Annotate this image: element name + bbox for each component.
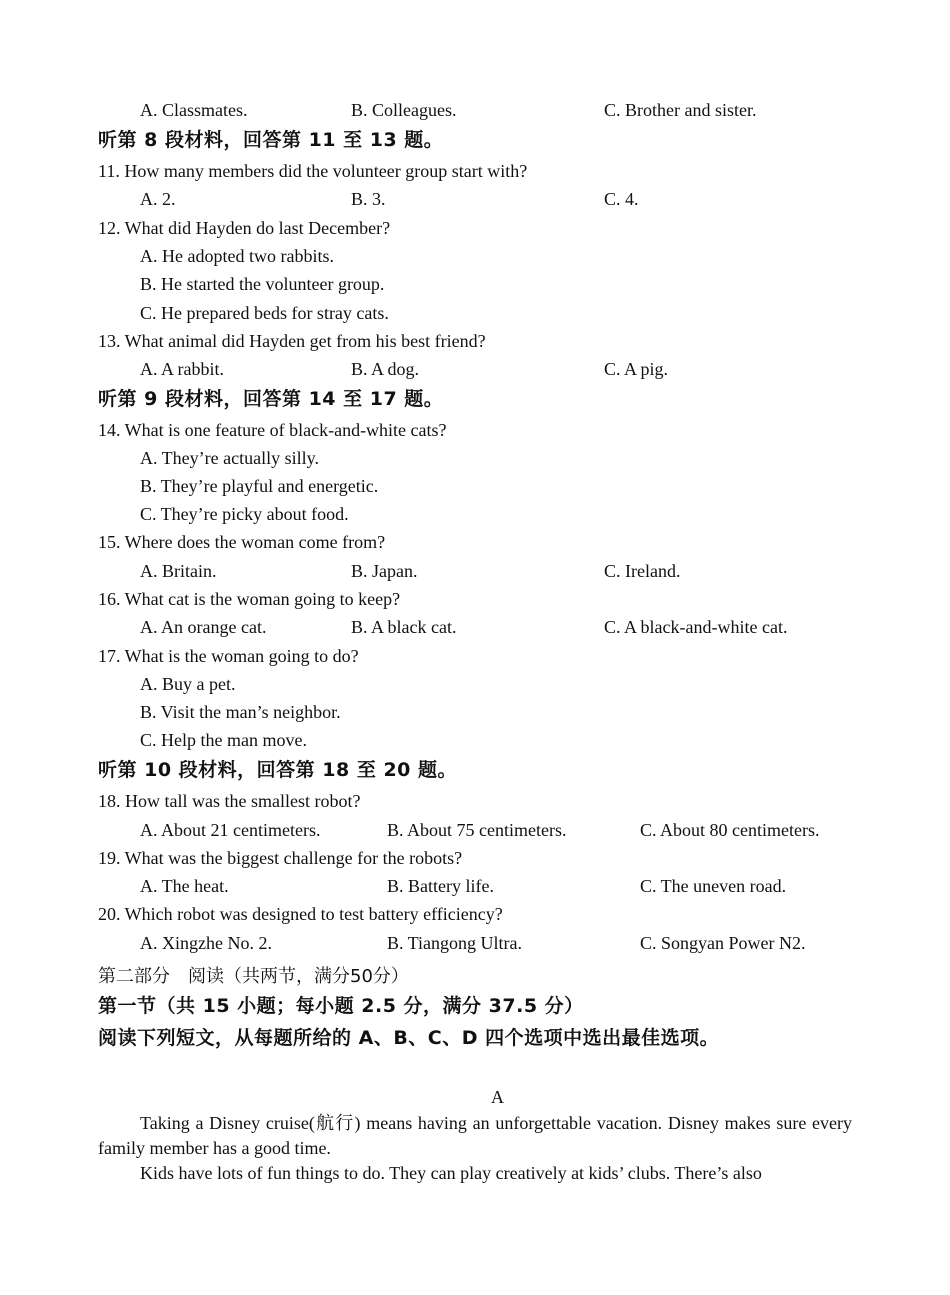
q16-option-b: B. A black cat. [351, 617, 457, 637]
q15-option-a: A. Britain. [140, 561, 217, 581]
part-2-title: 第二部分 阅读（共两节，满分50分） [98, 966, 409, 987]
question-11: 11. How many members did the volunteer group start with? [98, 161, 528, 181]
prev-option-c: C. Brother and sister. [604, 100, 757, 120]
q18-option-c: C. About 80 centimeters. [640, 820, 820, 840]
passage-label: A [491, 1087, 504, 1107]
q11-option-a: A. 2. [140, 189, 176, 209]
question-16: 16. What cat is the woman going to keep? [98, 589, 401, 609]
section-9-heading: 听第 9 段材料，回答第 14 至 17 题。 [98, 388, 444, 410]
q14-option-a: A. They’re actually silly. [140, 448, 319, 468]
part-2-section-1-heading: 第一节（共 15 小题；每小题 2.5 分，满分 37.5 分） [98, 995, 584, 1017]
q20-option-a: A. Xingzhe No. 2. [140, 933, 272, 953]
question-20: 20. Which robot was designed to test battery efficiency? [98, 904, 503, 924]
q12-option-b: B. He started the volunteer group. [140, 274, 385, 294]
q20-option-c: C. Songyan Power N2. [640, 933, 806, 953]
q16-option-a: A. An orange cat. [140, 617, 267, 637]
q13-option-b: B. A dog. [351, 359, 420, 379]
q19-option-c: C. The uneven road. [640, 876, 787, 896]
q11-option-b: B. 3. [351, 189, 386, 209]
q17-option-b: B. Visit the man’s neighbor. [140, 702, 341, 722]
q14-option-c: C. They’re picky about food. [140, 504, 349, 524]
q15-option-b: B. Japan. [351, 561, 418, 581]
question-18: 18. How tall was the smallest robot? [98, 791, 361, 811]
question-19: 19. What was the biggest challenge for the robots? [98, 848, 463, 868]
q12-option-a: A. He adopted two rabbits. [140, 246, 334, 266]
question-14: 14. What is one feature of black-and-white cats? [98, 420, 447, 440]
q18-option-b: B. About 75 centimeters. [387, 820, 567, 840]
question-15: 15. Where does the woman come from? [98, 532, 386, 552]
q20-option-b: B. Tiangong Ultra. [387, 933, 523, 953]
part-2-instruction: 阅读下列短文，从每题所给的 A、B、C、D 四个选项中选出最佳选项。 [98, 1027, 720, 1049]
question-13: 13. What animal did Hayden get from his best friend? [98, 331, 486, 351]
q19-option-a: A. The heat. [140, 876, 229, 896]
q19-option-b: B. Battery life. [387, 876, 494, 896]
q12-option-c: C. He prepared beds for stray cats. [140, 303, 389, 323]
q17-option-c: C. Help the man move. [140, 730, 307, 750]
q16-option-c: C. A black-and-white cat. [604, 617, 788, 637]
question-12: 12. What did Hayden do last December? [98, 218, 391, 238]
q13-option-a: A. A rabbit. [140, 359, 224, 379]
question-17: 17. What is the woman going to do? [98, 646, 359, 666]
q11-option-c: C. 4. [604, 189, 639, 209]
q13-option-c: C. A pig. [604, 359, 669, 379]
passage-paragraph-2: Kids have lots of fun things to do. They can play creatively at kids’ clubs. There’s also [140, 1163, 762, 1183]
q17-option-a: A. Buy a pet. [140, 674, 236, 694]
section-10-heading: 听第 10 段材料，回答第 18 至 20 题。 [98, 759, 458, 781]
q14-option-b: B. They’re playful and energetic. [140, 476, 379, 496]
section-8-heading: 听第 8 段材料，回答第 11 至 13 题。 [98, 129, 444, 151]
q15-option-c: C. Ireland. [604, 561, 681, 581]
q18-option-a: A. About 21 centimeters. [140, 820, 321, 840]
prev-option-b: B. Colleagues. [351, 100, 457, 120]
prev-option-a: A. Classmates. [140, 100, 248, 120]
passage-paragraph-1: Taking a Disney cruise(航行) means having an unforgettable vacation. Disney makes sure every family member has a good time. [98, 1113, 852, 1158]
